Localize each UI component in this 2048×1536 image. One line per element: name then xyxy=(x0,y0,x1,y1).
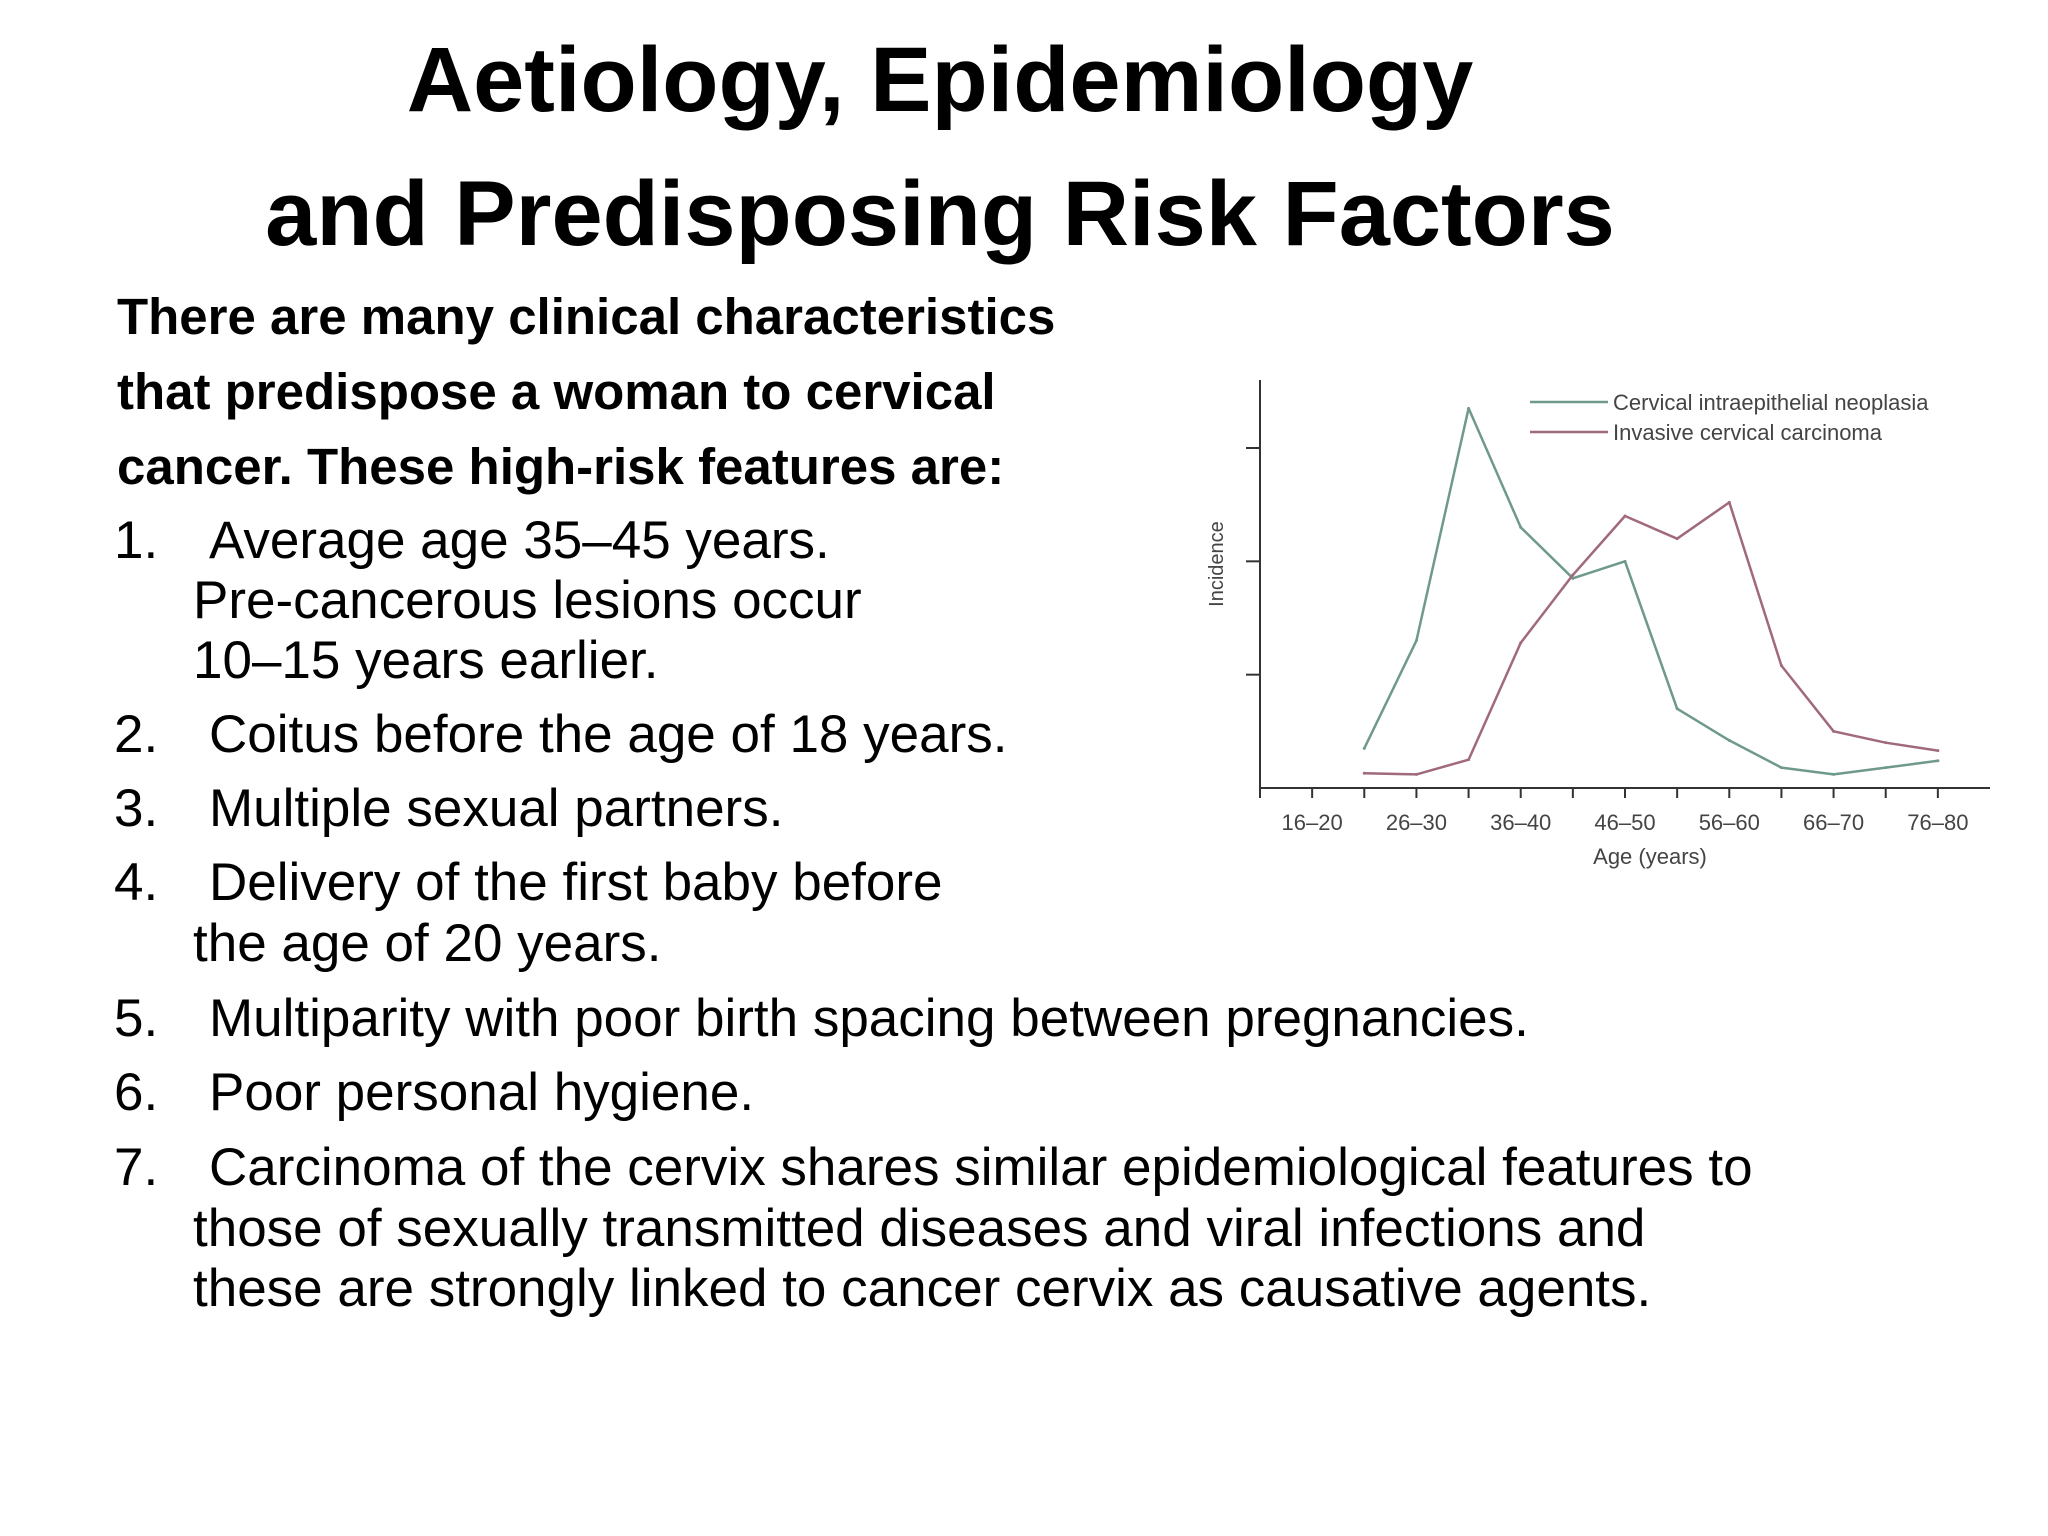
data-point xyxy=(1676,707,1679,710)
x-tick-label: 36–40 xyxy=(1490,810,1552,835)
data-point xyxy=(1415,639,1418,642)
list-text: Delivery of the first baby before xyxy=(209,853,943,912)
x-tick-label: 46–50 xyxy=(1594,810,1656,835)
x-tick-label: 66–70 xyxy=(1802,810,1865,835)
intro-line-2: that predispose a woman to cervical xyxy=(117,363,996,420)
data-point xyxy=(1728,501,1731,504)
x-axis-label: Age (years) xyxy=(1593,844,1707,869)
data-point xyxy=(1884,741,1887,744)
intro-line-1: There are many clinical characteristics xyxy=(117,288,1056,345)
list-number: 5. xyxy=(114,989,159,1048)
list-number: 1. xyxy=(114,511,159,570)
data-point xyxy=(1415,773,1418,776)
data-point xyxy=(1519,641,1522,644)
x-tick-label: 26–30 xyxy=(1385,810,1448,835)
legend-label: Cervical intraepithelial neoplasia xyxy=(1613,390,1929,415)
data-point xyxy=(1884,766,1887,769)
data-point xyxy=(1467,407,1470,410)
risk-factor-7-continuation: those of sexually transmitted diseases and viral infections and xyxy=(193,1199,1646,1258)
data-point xyxy=(1780,766,1783,769)
list-text: Poor personal hygiene. xyxy=(209,1063,755,1122)
data-point xyxy=(1467,758,1470,761)
legend-label: Invasive cervical carcinoma xyxy=(1613,420,1882,445)
list-text: Coitus before the age of 18 years. xyxy=(209,705,1008,764)
list-number: 7. xyxy=(114,1138,159,1197)
data-point xyxy=(1363,772,1366,775)
intro-line-3: cancer. These high-risk features are: xyxy=(117,438,1005,495)
series-line-1 xyxy=(1364,408,1938,774)
y-axis-label: Incidence xyxy=(1206,521,1228,607)
data-point xyxy=(1624,515,1627,518)
list-number: 2. xyxy=(114,705,159,764)
data-point xyxy=(1936,759,1939,762)
list-number: 3. xyxy=(114,779,159,838)
incidence-by-age-chart xyxy=(1190,360,2000,880)
slide-title-line-2: and Predisposing Risk Factors xyxy=(265,163,1615,265)
data-point xyxy=(1519,526,1522,529)
list-text: Average age 35–45 years. xyxy=(209,511,830,570)
list-number: 4. xyxy=(114,853,159,912)
slide-title-line-1: Aetiology, Epidemiology xyxy=(406,29,1474,131)
risk-factor-1-continuation: 10–15 years earlier. xyxy=(193,631,659,690)
risk-factor-4-continuation: the age of 20 years. xyxy=(193,914,662,973)
risk-factor-1-continuation: Pre-cancerous lesions occur xyxy=(193,571,862,630)
data-point xyxy=(1728,739,1731,742)
x-tick-label: 16–20 xyxy=(1281,810,1343,835)
x-tick-label: 76–80 xyxy=(1907,810,1969,835)
x-tick-label: 56–60 xyxy=(1698,810,1760,835)
risk-factor-7-continuation: these are strongly linked to cancer cervix as causative agents. xyxy=(193,1259,1652,1318)
list-text: Multiparity with poor birth spacing between pregnancies. xyxy=(209,989,1529,1048)
list-text: Multiple sexual partners. xyxy=(209,779,784,838)
data-point xyxy=(1363,747,1366,750)
data-point xyxy=(1936,749,1939,752)
list-number: 6. xyxy=(114,1063,159,1122)
data-point xyxy=(1571,573,1574,576)
data-point xyxy=(1832,730,1835,733)
data-point xyxy=(1780,664,1783,667)
list-text: Carcinoma of the cervix shares similar epidemiological features to xyxy=(209,1138,1753,1197)
data-point xyxy=(1676,537,1679,540)
data-point xyxy=(1832,773,1835,776)
data-point xyxy=(1624,560,1627,563)
